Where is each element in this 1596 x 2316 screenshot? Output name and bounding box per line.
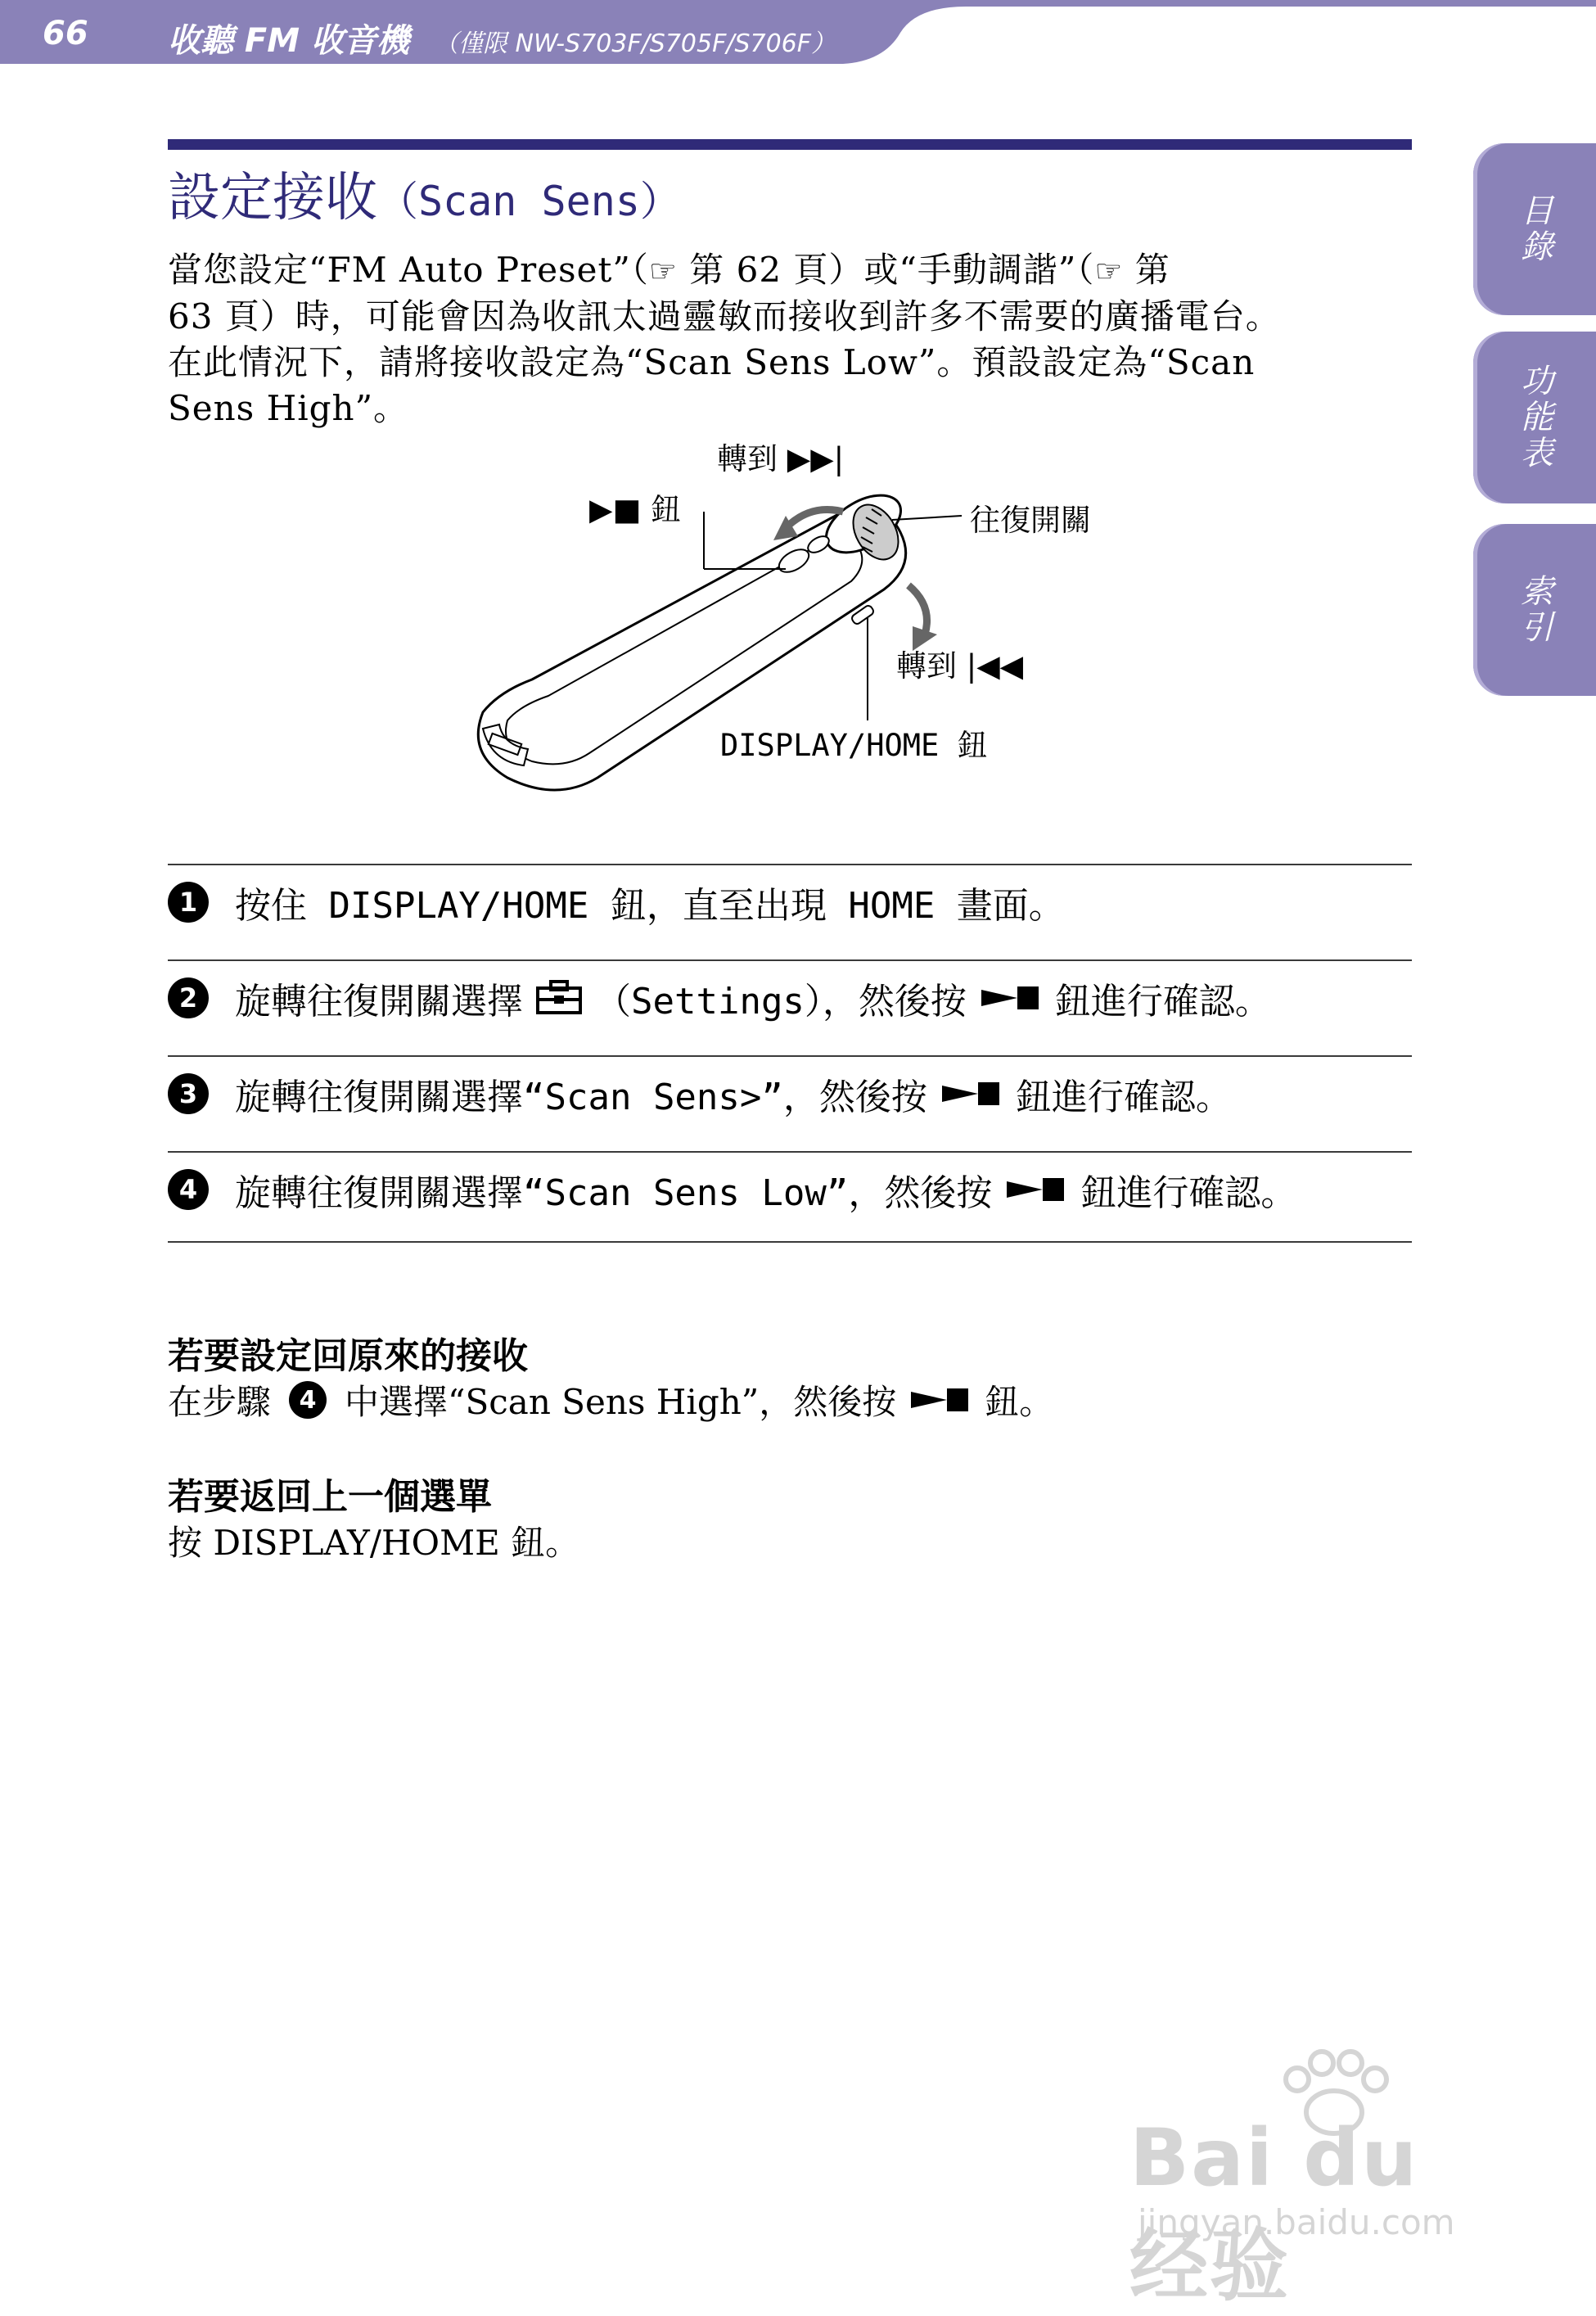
tab-menu[interactable] xyxy=(1473,332,1596,503)
revert-text-a: 在步驟 xyxy=(168,1382,272,1422)
device-illustration xyxy=(458,434,1113,810)
step-divider xyxy=(168,1241,1412,1243)
back-body: 按 DISPLAY/HOME 鈕。 xyxy=(168,1523,580,1563)
step-text: 旋轉往復開關選擇“Scan Sens>”，然後按 xyxy=(235,1077,927,1118)
title-main: 設定接收 xyxy=(168,168,377,228)
step-text: 鈕進行確認。 xyxy=(1015,1077,1232,1118)
watermark-brand: Bai du 经验 xyxy=(1129,2112,1419,2312)
step-text: 旋轉往復開關選擇 xyxy=(235,981,523,1023)
play-stop-icon xyxy=(942,1079,1001,1108)
section-title: 收聽 FM 收音機 xyxy=(168,22,409,60)
step-2 xyxy=(168,969,1412,1027)
step-divider xyxy=(168,959,1412,961)
page-number: 66 xyxy=(43,15,88,52)
revert-body xyxy=(168,1375,1053,1424)
intro-text-1c: 第 xyxy=(1123,250,1170,290)
step-divider xyxy=(168,1055,1412,1057)
play-stop-icon xyxy=(1007,1175,1066,1204)
page-title xyxy=(168,156,681,231)
hand-pointer-icon[interactable]: ☞ xyxy=(648,253,678,289)
intro-paragraph xyxy=(168,247,1412,431)
tab-index-label: 索引 xyxy=(1515,574,1553,646)
tab-menu-label: 功能表 xyxy=(1515,363,1553,472)
back-heading: 若要返回上一個選單 xyxy=(168,1476,492,1518)
intro-line-2: 63 頁）時，可能會因為收訊太過靈敏而接收到許多不需要的廣播電台。 xyxy=(168,296,1281,336)
label-play-button: ▶■ 鈕 xyxy=(589,492,682,527)
step-divider xyxy=(168,864,1412,865)
step-text: 鈕進行確認。 xyxy=(1054,981,1271,1023)
label-next-track: 轉到 ▶▶| xyxy=(717,441,845,476)
intro-line-1 xyxy=(168,247,1412,294)
baidu-watermark xyxy=(1129,2047,1506,2312)
tab-contents-label: 目錄 xyxy=(1515,193,1553,265)
hand-pointer-icon[interactable]: ☞ xyxy=(1094,253,1124,289)
title-paren: （Scan Sens） xyxy=(377,178,681,225)
step-text: 按住 DISPLAY/HOME 鈕，直至出現 HOME 畫面。 xyxy=(235,885,1065,927)
step-number: 1 xyxy=(168,882,209,923)
intro-line-4: Sens High”。 xyxy=(168,388,409,428)
tab-contents[interactable] xyxy=(1473,143,1596,315)
step-text: 鈕進行確認。 xyxy=(1080,1172,1297,1214)
play-stop-icon xyxy=(911,1385,970,1415)
step-text: （Settings），然後按 xyxy=(595,981,967,1023)
intro-text-1b: 第 62 頁）或“手動調諧”（ xyxy=(677,250,1095,290)
step-number: 4 xyxy=(168,1169,209,1210)
step-divider xyxy=(168,1151,1412,1153)
watermark-url: jingyan.baidu.com xyxy=(1138,2202,1455,2242)
step-4 xyxy=(168,1161,1412,1218)
page-header xyxy=(0,0,1596,65)
section-subtitle: （僅限 NW-S703F/S705F/S706F） xyxy=(434,29,836,58)
play-stop-icon xyxy=(981,983,1040,1013)
settings-toolbox-icon xyxy=(534,980,584,1016)
step-number: 3 xyxy=(168,1073,209,1114)
revert-text-b: 中選擇“Scan Sens High”，然後按 xyxy=(345,1382,897,1422)
step-1 xyxy=(168,874,1412,931)
label-display-home: DISPLAY/HOME 鈕 xyxy=(720,728,988,763)
step-text: 旋轉往復開關選擇“Scan Sens Low”，然後按 xyxy=(235,1172,993,1214)
label-shuttle-switch: 往復開關 xyxy=(970,503,1091,538)
step-3 xyxy=(168,1065,1412,1122)
tab-index[interactable] xyxy=(1473,524,1596,696)
revert-heading: 若要設定回原來的接收 xyxy=(168,1335,528,1377)
label-prev-track: 轉到 |◀◀ xyxy=(896,648,1024,684)
intro-text-1a: 當您設定“FM Auto Preset”（ xyxy=(168,250,649,290)
step-ref-number: 4 xyxy=(289,1381,327,1419)
intro-line-3: 在此情況下，請將接收設定為“Scan Sens Low”。預設設定為“Scan xyxy=(168,342,1256,382)
revert-text-c: 鈕。 xyxy=(985,1382,1054,1422)
step-number: 2 xyxy=(168,977,209,1018)
title-rule xyxy=(168,139,1412,150)
